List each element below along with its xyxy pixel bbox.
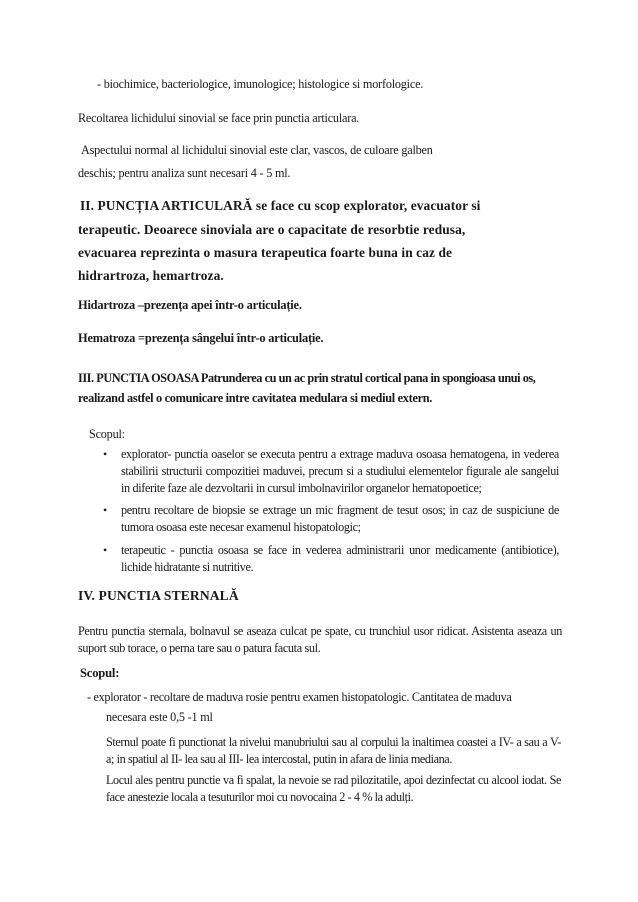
section-text-line3: evacuarea reprezinta o masura terapeutica foarte buna in caz de <box>78 245 453 260</box>
list-item-explorator-line2: necesara este 0,5 -1 ml <box>106 710 213 724</box>
list-item-explorator: - explorator - recoltare de maduva rosie pentru examen histopatologic. Cantitatea de maduva <box>87 690 512 704</box>
paragraph-aspectul-line2: deschis; pentru analiza sunt necesari 4 - 5 ml. <box>78 166 291 180</box>
bullet-icon: • <box>103 543 108 557</box>
scopul-label-1: Scopul: <box>89 427 125 441</box>
bullet-explorator: explorator- punctia oaselor se executa pentru a extrage maduva osoasa hematogena, in vederea stabilirii structurii compozitiei maduvei, precum si a studiului elementelor figurale ale sangelui in diferite faze ale dezvoltarii in cursul imbolnavirilor organelor hematopoetice; <box>121 447 559 495</box>
bullet-biopsie: pentru recoltare de biopsie se extrage un mic fragment de tesut osos; in caz de suspiciune de tumora osoasa este necesar examenul histopatologic; <box>121 503 559 534</box>
section-heading-punctia-sternala: IV. PUNCTIA STERNALĂ <box>78 588 239 603</box>
section-heading-punctia-articulara: II. PUNCȚIA ARTICULARĂ se face cu scop explorator, evacuator si <box>80 198 481 213</box>
definition-hidartroza: Hidartroza –prezența apei într-o articulație. <box>78 298 302 312</box>
paragraph-sternul: Sternul poate fi punctionat la nivelui manubriului sau al corpului la inaltimea coastei a IV- a sau a V-a; in spatiul al II- lea sau al III- lea intercostal, putin in afara de linia mediana. <box>106 735 561 766</box>
definition-hematroza: Hematroza =prezența sângelui într-o articulație. <box>78 331 324 345</box>
paragraph-aspectul-line1: Aspectului normal al lichidului sinovial este clar, vascos, de culoare galben <box>81 143 433 157</box>
section-text-osoasa-line2: realizand astfel o comunicare intre cavitatea medulara si mediul extern. <box>78 391 433 405</box>
bullet-terapeutic: terapeutic - punctia osoasa se face in vederea administrarii unor medicamente (antibiotice), lichide hidratante si nutritive. <box>121 543 559 574</box>
section-text-line4: hidrartroza, hemartroza. <box>78 268 224 283</box>
section-text-line2: terapeutic. Deoarece sinoviala are o capacitate de resorbtie redusa, <box>78 222 466 237</box>
paragraph-pozitie-bolnav: Pentru punctia sternala, bolnavul se aseaza culcat pe spate, cu trunchiul usor ridicat. Asistenta aseaza un suport sub torace, o perna tare sau o patura facuta sul. <box>78 624 562 655</box>
paragraph-recoltarea: Recoltarea lichidului sinovial se face prin punctia articulara. <box>78 111 360 125</box>
bullet-icon: • <box>103 503 108 517</box>
paragraph-locul-ales: Locul ales pentru punctie va fi spalat, la nevoie se rad pilozitatile, apoi dezinfectat cu alcool iodat. Se face anestezie locala a tesuturilor moi cu novocaina 2 - 4 % la adulți. <box>106 773 561 804</box>
bullet-icon: • <box>103 447 108 461</box>
list-item-biochimice: - biochimice, bacteriologice, imunologice; histologice si morfologice. <box>97 77 424 91</box>
section-heading-punctia-osoasa: III. PUNCTIA OSOASA Patrunderea cu un ac prin stratul cortical pana in spongioasa unui os, <box>78 371 536 385</box>
scopul-label-2: Scopul: <box>80 666 120 680</box>
